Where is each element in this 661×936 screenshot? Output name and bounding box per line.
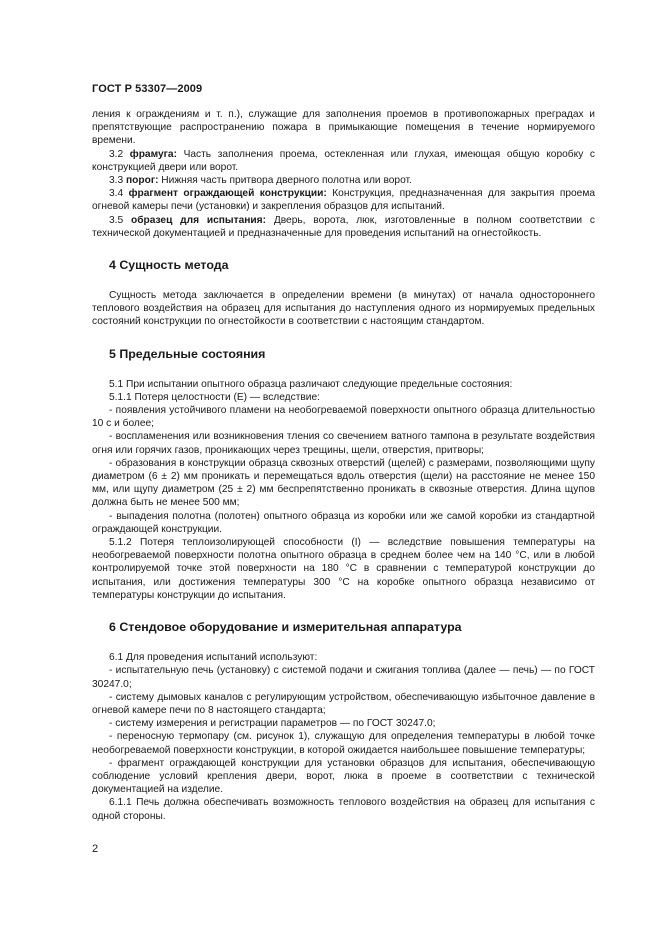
term-obrazec: образец для испытания: [130, 214, 267, 226]
term-fragment: фрагмент ограждающей конструкции: [128, 188, 327, 200]
section-4-title: 4 Сущность метода [109, 258, 229, 273]
definition-3-4: 3.4 фрагмент ограждающей конструкции: Конструкция, предназначенная для закрытия проема огневой камеры печи (установки) и закрепления образцов для испытаний. [92, 188, 596, 213]
paragraph-6-1: 6.1 Для проведения испытаний используют: [109, 652, 318, 664]
definition-3-2: 3.2 фрамуга: Часть заполнения проема, остекленная или глухая, имеющая общую коробку с конструкцией двери или ворот. [92, 148, 596, 173]
definition-3-5: 3.5 образец для испытания: Дверь, ворота, люк, изготовленные в полном соответствии с технической документацией и предназначенные для проведения испытаний на огнестойкость. [92, 214, 596, 239]
term-framuga: фрамуга: [129, 148, 177, 160]
list-item: - испытательную печь (установку) с системой подачи и сжигания топлива (далее — печь) — по ГОСТ 30247.0; [92, 665, 595, 690]
list-item: - систему измерения и регистрации параметров — по ГОСТ 30247.0; [109, 718, 436, 730]
page-number: 2 [92, 843, 99, 855]
list-item: - появления устойчивого пламени на необогреваемой поверхности опытного образца длительностью 10 с и более; [92, 405, 595, 430]
list-item: - выпадения полотна (полотен) опытного образца из коробки или же самой коробки из стандартной ограждающей конструкции. [92, 510, 595, 535]
term-porog: порог: [126, 175, 159, 187]
paragraph-6-1-1: 6.1.1 Печь должна обеспечивать возможность теплового воздействия на образец для испытания с одной стороны. [92, 797, 595, 822]
paragraph-5-1-1: 5.1.1 Потеря целостности (Е) — вследствие: [109, 391, 320, 403]
list-item: - воспламенения или возникновения тления со свечением ватного тампона в результате воздействия огня или горячих газов, проникающих через трещины, щели, отверстия, притворы; [92, 431, 595, 456]
list-item: - систему дымовых каналов с регулирующим устройством, обеспечивающую избыточное давление в огневой камере печи по 8 настоящего стандарта; [92, 691, 595, 716]
section-6-title: 6 Стендовое оборудование и измерительная аппаратура [109, 620, 462, 635]
document-body [92, 108, 595, 823]
section-4-paragraph: Сущность метода заключается в определении времени (в минутах) от начала одностороннего теплового воздействия на образец для испытания до наступления одного из нормируемых предельных состояний конструкции по огнестойкости в соответствии с настоящим стандартом. [92, 290, 595, 328]
paragraph-5-1: 5.1 При испытании опытного образца различают следующие предельные состояния: [109, 378, 513, 390]
paragraph-5-1-2: 5.1.2 Потеря теплоизолирующей способности (I) — вследствие повышения температуры на необогреваемой поверхности полотна опытного образца в среднем более чем на 140 °С, или в любой контролируемой точке этой поверхности на 180 °С в сравнении с температурой конструкции до испытания, или достижения температуры 300 °С на коробке опытного образца независимо от температуры конструкции до испытания. [92, 537, 595, 601]
definition-3-3: 3.3 порог: Нижняя часть притвора дверного полотна или ворот. [109, 175, 412, 187]
list-item: - фрагмент ограждающей конструкции для установки образцов для испытания, обеспечивающую соблюдение условий крепления двери, ворот, люка в проеме в соответствии с технической документацией на изделие. [92, 757, 595, 796]
list-item: - образования в конструкции образца сквозных отверстий (щелей) с размерами, позволяющими щупу диаметром (6 ± 2) мм проникать и перемещаться вдоль отверстия (щели) на расстояние не менее 150 мм, или щупу диаметром (25 ± 2) мм беспрепятственно проникать в сквозные отверстия. Длина щупов должна быть не менее 500 мм; [92, 457, 595, 509]
sec3-continuation: ления к ограждениям и т. п.), служащие для заполнения проемов в противопожарных преградах и препятствующие распространению пожара в примыкающие помещения в течение нормируемого времени. [92, 109, 595, 147]
document-header: ГОСТ Р 53307—2009 [92, 83, 203, 95]
section-5-title: 5 Предельные состояния [109, 346, 266, 361]
list-item: - переносную термопару (см. рисунок 1), служащую для определения температуры в любой точке необогреваемой поверхности конструкции, в которой ожидается наибольшее повышение температуры; [92, 731, 595, 756]
